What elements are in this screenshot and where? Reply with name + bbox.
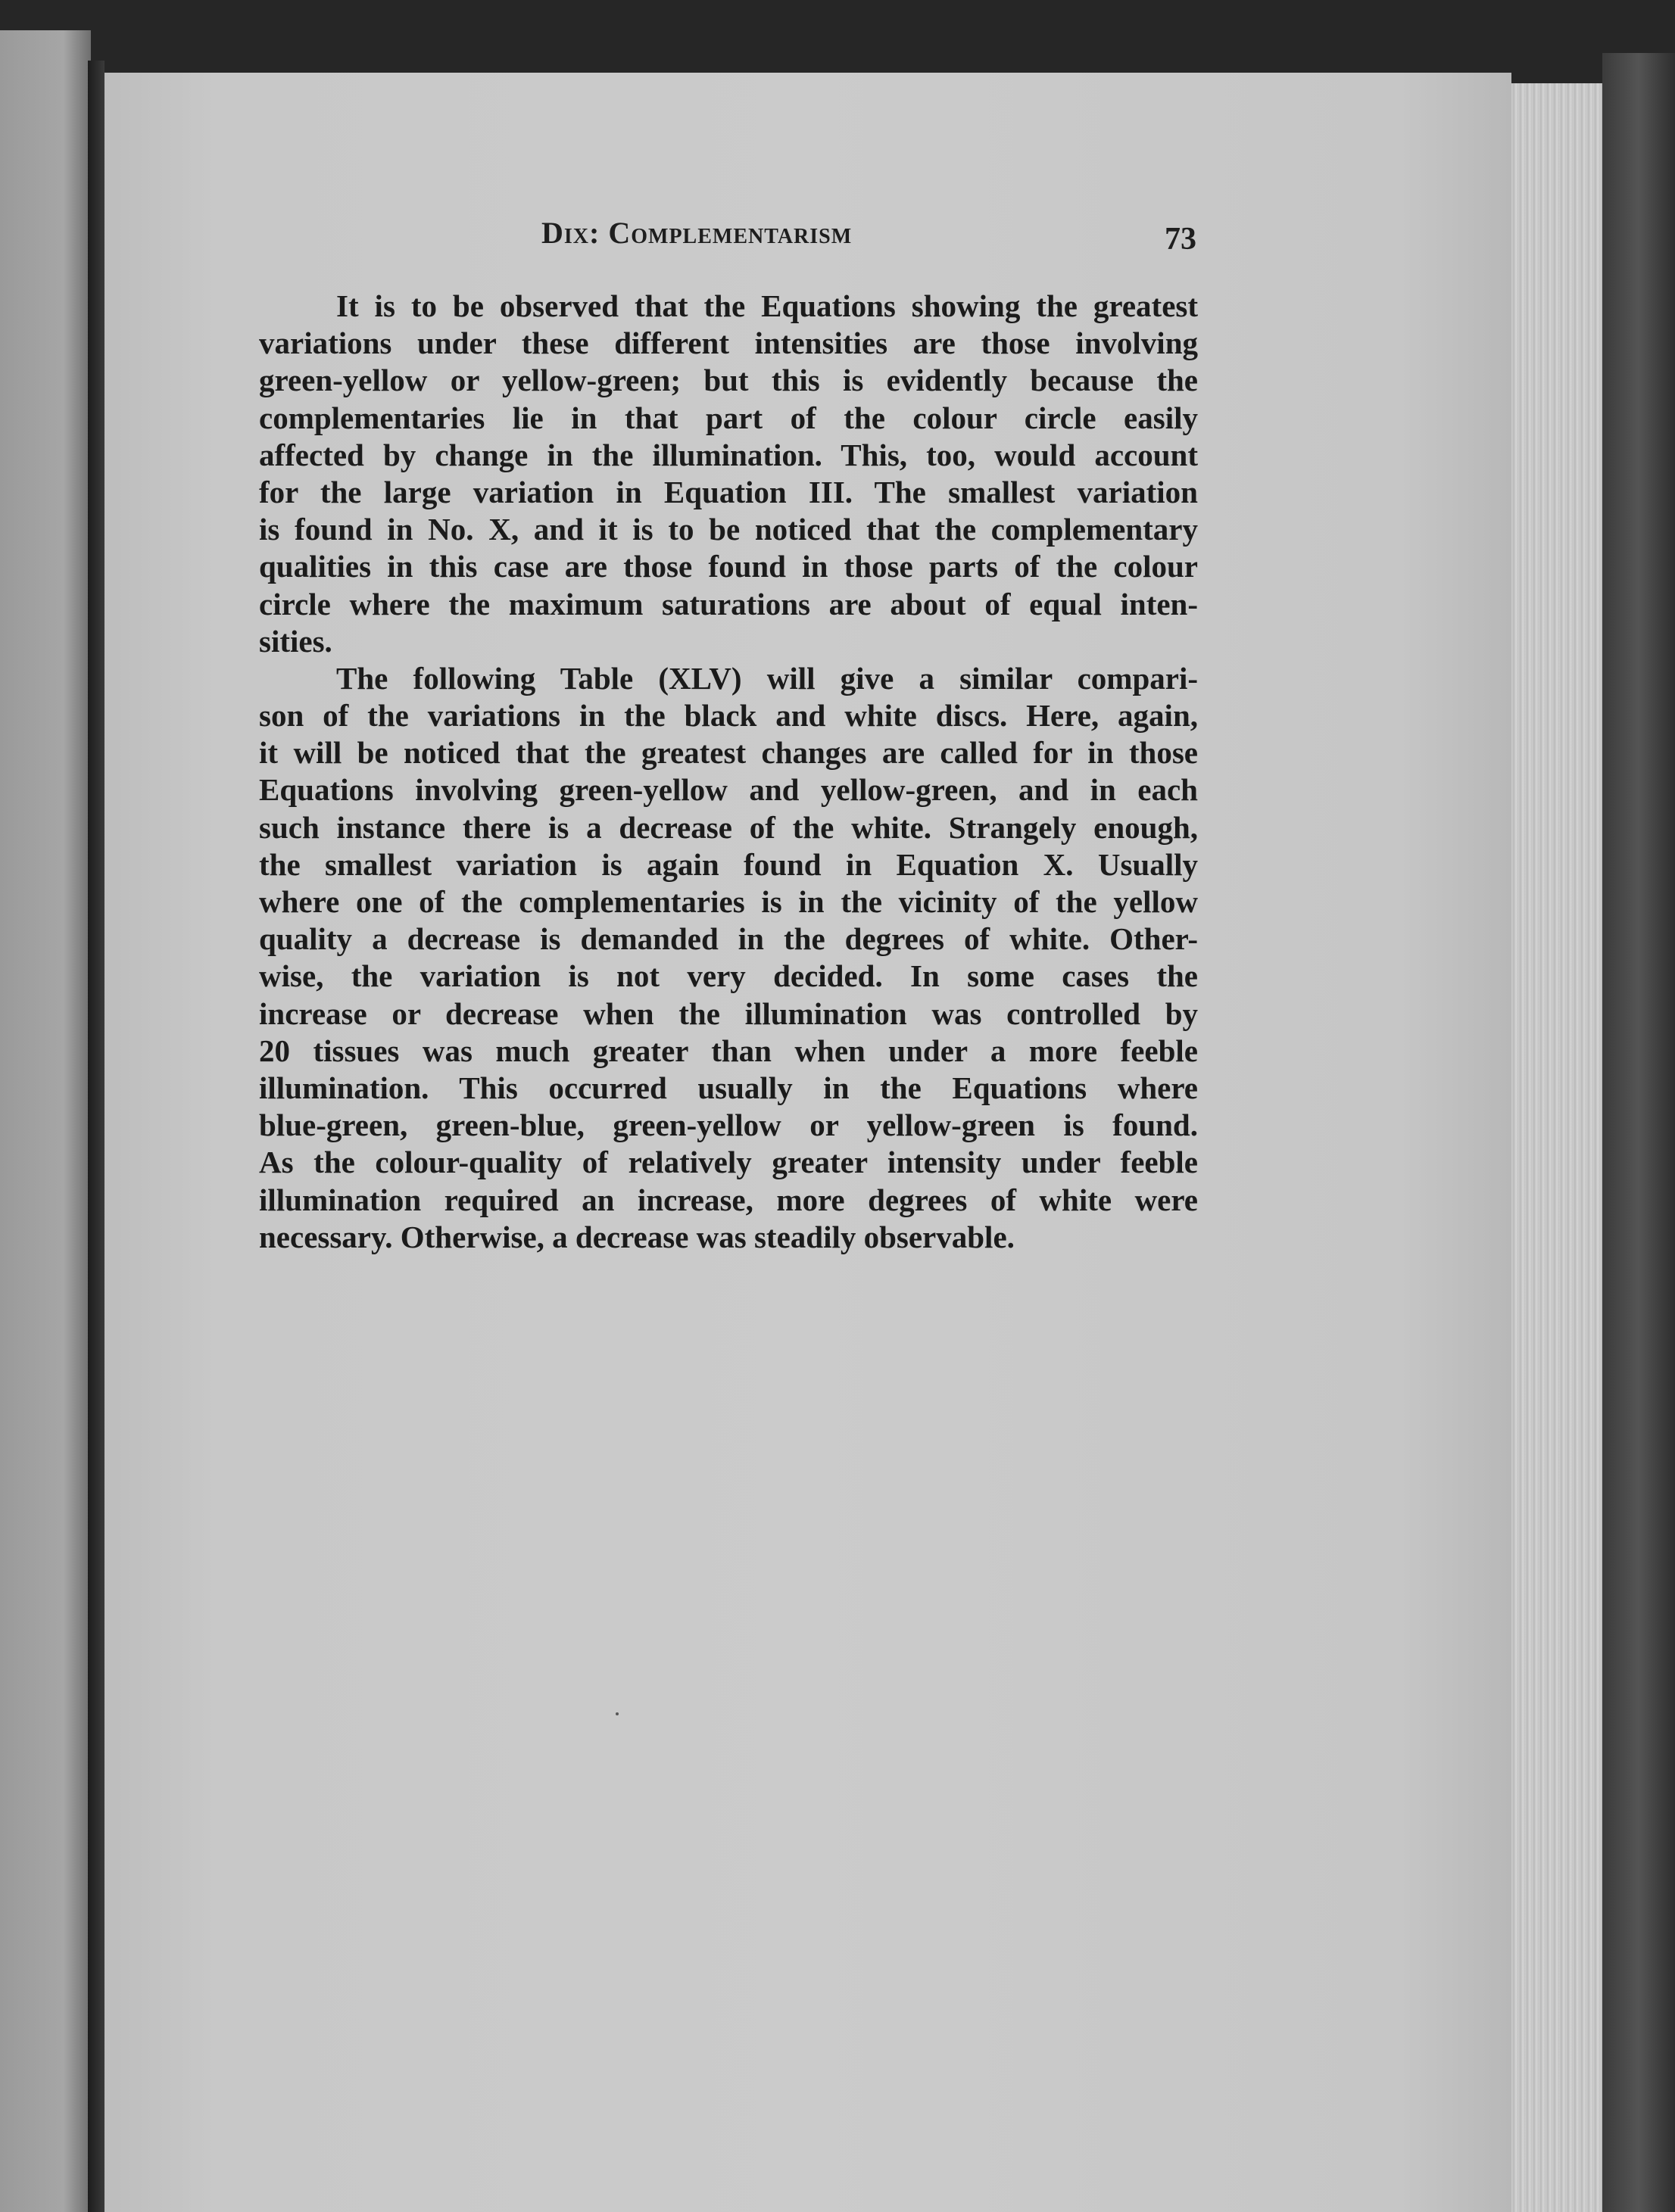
page-number: 73 (1165, 222, 1196, 257)
text-line: quality a decrease is demanded in the degrees of white. Other- (259, 921, 1198, 957)
text-line: It is to be observed that the Equations showing the greatest (336, 288, 1198, 323)
book-cover-edge (1602, 53, 1675, 2212)
paper-speck (616, 1712, 619, 1715)
text-line: increase or decrease when the illumination was controlled by (259, 995, 1198, 1031)
text-line: is found in No. X, and it is to be noticed that the complementary (259, 512, 1198, 547)
text-line: son of the variations in the black and white discs. Here, again, (259, 698, 1198, 734)
text-line: circle where the maximum saturations are about of equal inten- (259, 586, 1198, 622)
text-line: for the large variation in Equation III. The smallest variation (259, 474, 1198, 509)
text-line: variations under these different intensities are those involving (259, 326, 1198, 361)
text-line: illumination. This occurred usually in the Equations where (259, 1070, 1198, 1105)
text-line: The following Table (XLV) will give a similar compari- (336, 660, 1198, 696)
paragraph-2 (259, 660, 1198, 1256)
header-separator: : (589, 216, 600, 250)
page-stack-edges (1511, 83, 1602, 2212)
text-line: illumination required an increase, more degrees of white were (259, 1182, 1198, 1217)
text-line: wise, the variation is not very decided. In some cases the (259, 958, 1198, 994)
text-line: affected by change in the illumination. This, too, would account (259, 437, 1198, 472)
book-gutter (88, 61, 104, 2212)
body-text (259, 288, 1198, 1256)
header-subject: Complementarism (608, 216, 853, 250)
text-line: necessary. Otherwise, a decrease was steadily observable. (259, 1219, 1015, 1254)
text-line: green-yellow or yellow-green; but this is evidently because the (259, 363, 1198, 398)
text-line: Equations involving green-yellow and yellow-green, and in each (259, 772, 1198, 808)
text-line: it will be noticed that the greatest changes are called for in those (259, 735, 1198, 771)
text-line: the smallest variation is again found in Equation X. Usually (259, 846, 1198, 882)
running-header (541, 215, 852, 251)
text-line: As the colour-quality of relatively greater intensity under feeble (259, 1145, 1198, 1180)
text-line: such instance there is a decrease of the white. Strangely enough, (259, 809, 1198, 845)
text-line: blue-green, green-blue, green-yellow or yellow-green is found. (259, 1108, 1198, 1143)
text-line: where one of the complementaries is in the vicinity of the yellow (259, 884, 1198, 919)
facing-page-edge (0, 30, 91, 2212)
text-line: qualities in this case are those found in those parts of the colour (259, 549, 1198, 584)
text-line: complementaries lie in that part of the colour circle easily (259, 400, 1198, 435)
text-line: sities. (259, 623, 332, 659)
paragraph-1 (259, 288, 1198, 660)
header-author: Dix (541, 216, 590, 250)
text-line: 20 tissues was much greater than when under a more feeble (259, 1033, 1198, 1068)
